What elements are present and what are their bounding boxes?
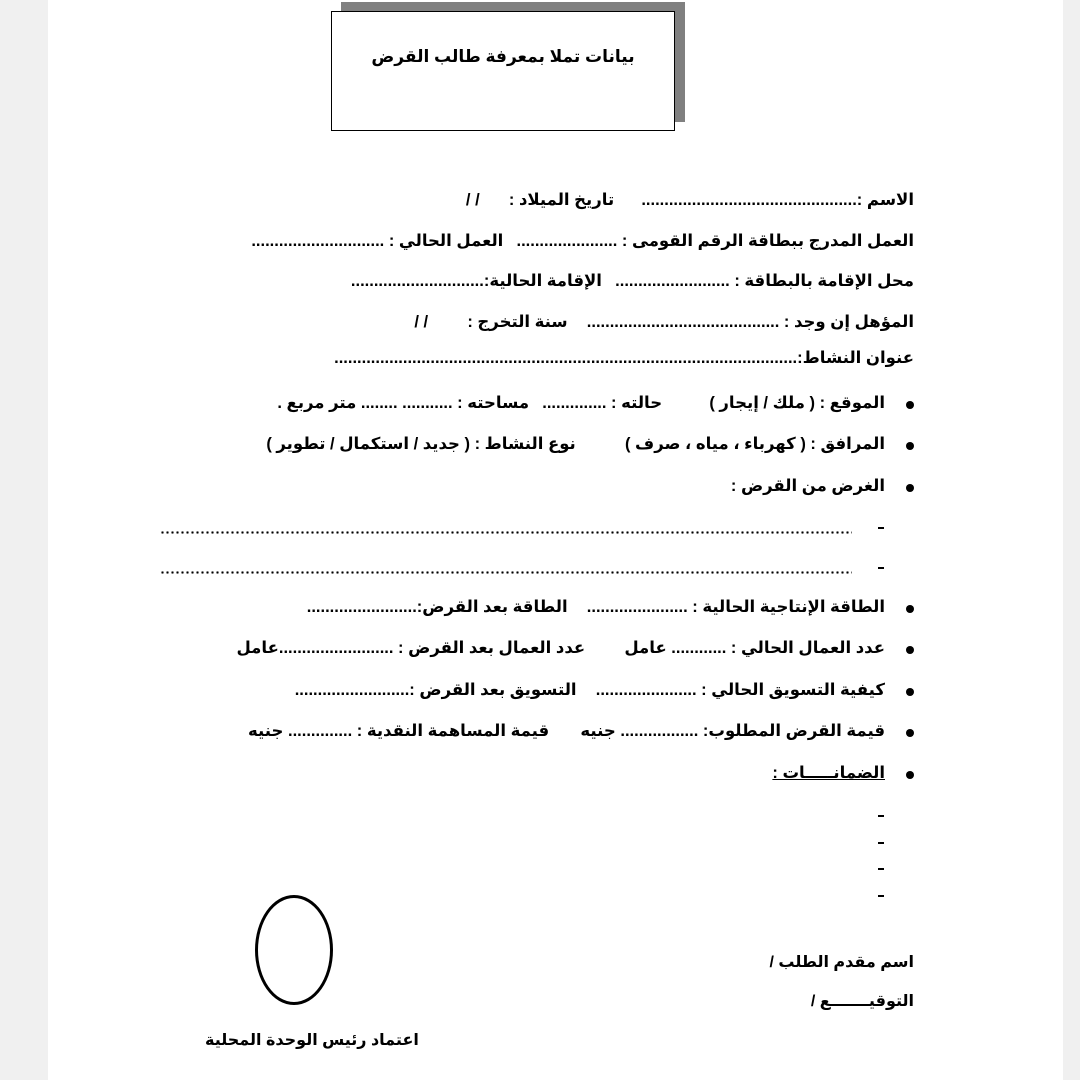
stamp-oval	[255, 895, 333, 1005]
dash-icon	[878, 842, 884, 844]
utilities-row	[266, 434, 885, 454]
workers-current-field[interactable]: عدد العمال الحالي : ............ عامل	[624, 639, 885, 657]
bullet-icon	[906, 401, 914, 409]
title-box	[331, 11, 675, 131]
location-row	[277, 393, 885, 413]
bullet-icon	[906, 688, 914, 696]
dash-icon	[878, 895, 884, 897]
birth-date-label: تاريخ الميلاد :	[508, 191, 615, 209]
capacity-current-field[interactable]: الطاقة الإنتاجية الحالية : ......................	[586, 598, 885, 616]
guarantees-label: الضمانـــــات :	[772, 764, 885, 782]
marketing-current-field[interactable]: كيفية التسويق الحالي : ......................	[595, 681, 885, 699]
activity-address-field[interactable]: عنوان النشاط:.....................................................................................................	[334, 349, 914, 367]
job-row	[251, 231, 914, 251]
cash-contribution-field[interactable]: قيمة المساهمة النقدية : .............. جنيه	[248, 722, 550, 740]
dash-icon	[878, 567, 884, 569]
name-row	[466, 190, 914, 210]
loan-purpose-row	[731, 476, 885, 496]
bullet-icon	[906, 771, 914, 779]
bullet-icon	[906, 442, 914, 450]
signature-label: التوقيـــــــع /	[810, 993, 914, 1010]
form-title: بيانات تملا بمعرفة طالب القرض	[371, 47, 635, 66]
utilities-field: المرافق : ( كهرباء ، مياه ، صرف )	[624, 435, 885, 453]
qualification-row	[414, 312, 914, 332]
workers-after-field[interactable]: عدد العمال بعد القرض : .........................عامل	[236, 639, 586, 657]
id-residence-field[interactable]: محل الإقامة بالبطاقة : .........................	[615, 272, 914, 290]
current-job-field[interactable]: العمل الحالي : .............................	[251, 232, 504, 250]
guarantees-row	[772, 763, 885, 783]
capacity-row	[307, 597, 885, 617]
approval-label: اعتماد رئيس الوحدة المحلية	[205, 1032, 419, 1049]
bullet-icon	[906, 484, 914, 492]
document-page	[48, 0, 1063, 1080]
capacity-after-field[interactable]: الطاقة بعد القرض:........................	[306, 598, 568, 616]
residence-row	[351, 271, 914, 291]
loan-value-field[interactable]: قيمة القرض المطلوب: ................. جنيه	[580, 722, 885, 740]
name-field[interactable]: الاسم :...............................................	[641, 191, 914, 209]
loan-purpose-line-1[interactable]	[160, 531, 852, 534]
bullet-icon	[906, 605, 914, 613]
grad-year-field[interactable]: / /	[414, 313, 429, 331]
area-field[interactable]: مساحته : ........... ........ متر مربع .	[277, 394, 530, 412]
bullet-icon	[906, 646, 914, 654]
marketing-after-field[interactable]: التسويق بعد القرض :.........................	[294, 681, 577, 699]
dash-icon	[878, 868, 884, 870]
current-residence-field[interactable]: الإقامة الحالية:.............................	[350, 272, 602, 290]
dash-icon	[878, 527, 884, 529]
location-field: الموقع : ( ملك / إيجار )	[709, 394, 885, 412]
loan-value-row	[248, 721, 885, 741]
activity-address-row	[334, 348, 914, 368]
activity-type-field: نوع النشاط : ( جديد / استكمال / تطوير )	[266, 435, 576, 453]
marketing-row	[295, 680, 885, 700]
workers-row	[236, 638, 885, 658]
applicant-name-label: اسم مقدم الطلب /	[769, 954, 914, 971]
grad-year-label: سنة التخرج :	[467, 313, 568, 331]
loan-purpose-line-2[interactable]	[160, 571, 852, 574]
status-field[interactable]: حالته : ..............	[542, 394, 663, 412]
dash-icon	[878, 815, 884, 817]
id-job-field[interactable]: العمل المدرج ببطاقة الرقم القومى : ......................	[516, 232, 914, 250]
bullet-icon	[906, 729, 914, 737]
birth-date-field[interactable]: / /	[465, 191, 480, 209]
loan-purpose-label: الغرض من القرض :	[730, 477, 885, 495]
qualification-field[interactable]: المؤهل إن وجد : ..........................................	[586, 313, 914, 331]
